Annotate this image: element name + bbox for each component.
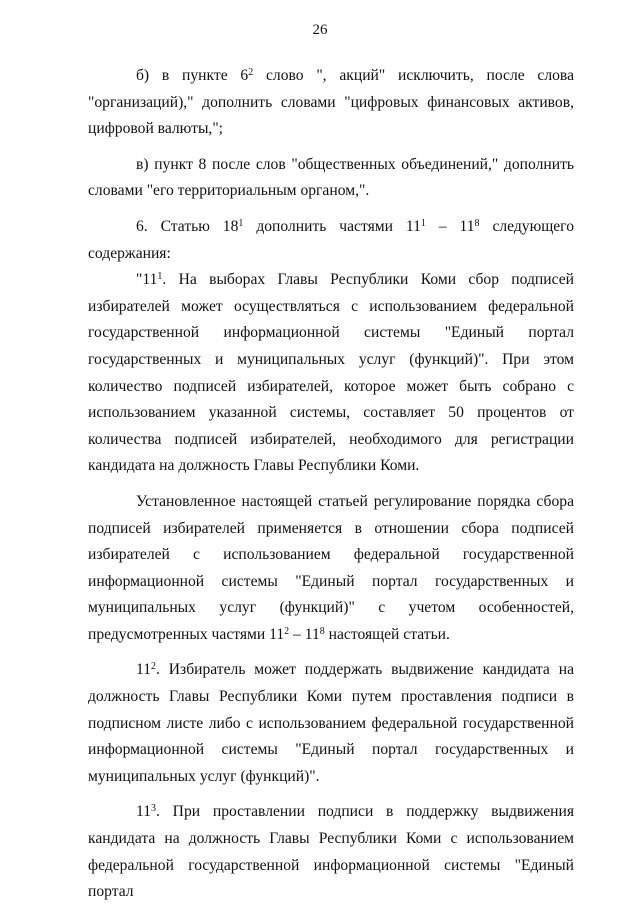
text-run: дополнить частями 11 (243, 217, 421, 235)
paragraph-subitem-v (88, 152, 574, 205)
text-run: Установленное настоящей статьей регулирование порядка сбора подписей избирателей применяется в отношении сбора подписей избирателей с использованием федеральной государственной информационной системы "Единый портал государственных и муниципальных услуг (функций)" с учетом особенностей, предусмотренных частями 11 (88, 492, 574, 643)
superscript: 8 (474, 217, 480, 229)
page-number: 26 (312, 22, 328, 38)
superscript: 1 (420, 217, 426, 229)
text-run: 6. Статью 18 (136, 217, 239, 235)
text-run: . При проставлении подписи в поддержку выдвижения кандидата на должность Главы Республики Коми с использованием федеральной государственной информационной системы "Единый портал (88, 803, 574, 901)
paragraph-item-6 (88, 214, 574, 267)
text-run: – 11 (425, 217, 475, 235)
text-run: . Избиратель может поддержать выдвижение кандидата на должность Главы Республики Коми путем проставления подписи в подписном листе либо с использованием федеральной государственной информационной системы "Единый портал государственных и муниципальных услуг (функций)". (88, 661, 574, 785)
text-run: слово ", акций" исключить, после слова "организаций)," дополнить словами "цифровых финансовых активов, цифровой валюты,"; (88, 67, 575, 138)
text-run: "11 (136, 271, 158, 289)
text-run: в) пункт 8 после слов "общественных объединений," дополнить словами "его территориальным органом,". (88, 155, 574, 200)
superscript: 3 (151, 803, 157, 815)
text-run: настоящей статьи. (324, 625, 450, 643)
text-run: – 11 (289, 625, 320, 643)
superscript: 8 (319, 625, 325, 637)
superscript: 1 (238, 217, 244, 229)
paragraph-part-11-2 (88, 657, 574, 790)
text-run: 11 (136, 803, 152, 821)
superscript: 2 (151, 661, 157, 673)
document-body (88, 63, 574, 906)
paragraph-subitem-b (88, 63, 574, 143)
superscript: 2 (284, 625, 290, 637)
superscript: 1 (157, 271, 163, 283)
paragraph-part-11-1 (88, 267, 574, 480)
paragraph-part-11-3 (88, 799, 574, 905)
paragraph-established-regulation (88, 489, 574, 649)
text-run: б) в пункте 6 (136, 67, 249, 84)
superscript: 2 (248, 67, 254, 78)
text-run: 11 (136, 661, 152, 679)
text-run: . На выборах Главы Республики Коми сбор подписей избирателей может осуществляться с использованием федеральной государственной информационной системы "Единый портал государственных и муниципальных услуг (функций)". При этом количество подписей избирателей, которое может быть собрано с использованием указанной системы, составляет 50 процентов от количества подписей избирателей, необходимого для регистрации кандидата на должность Главы Республики Коми. (88, 271, 574, 475)
text-run: следующего содержания: (88, 217, 574, 262)
